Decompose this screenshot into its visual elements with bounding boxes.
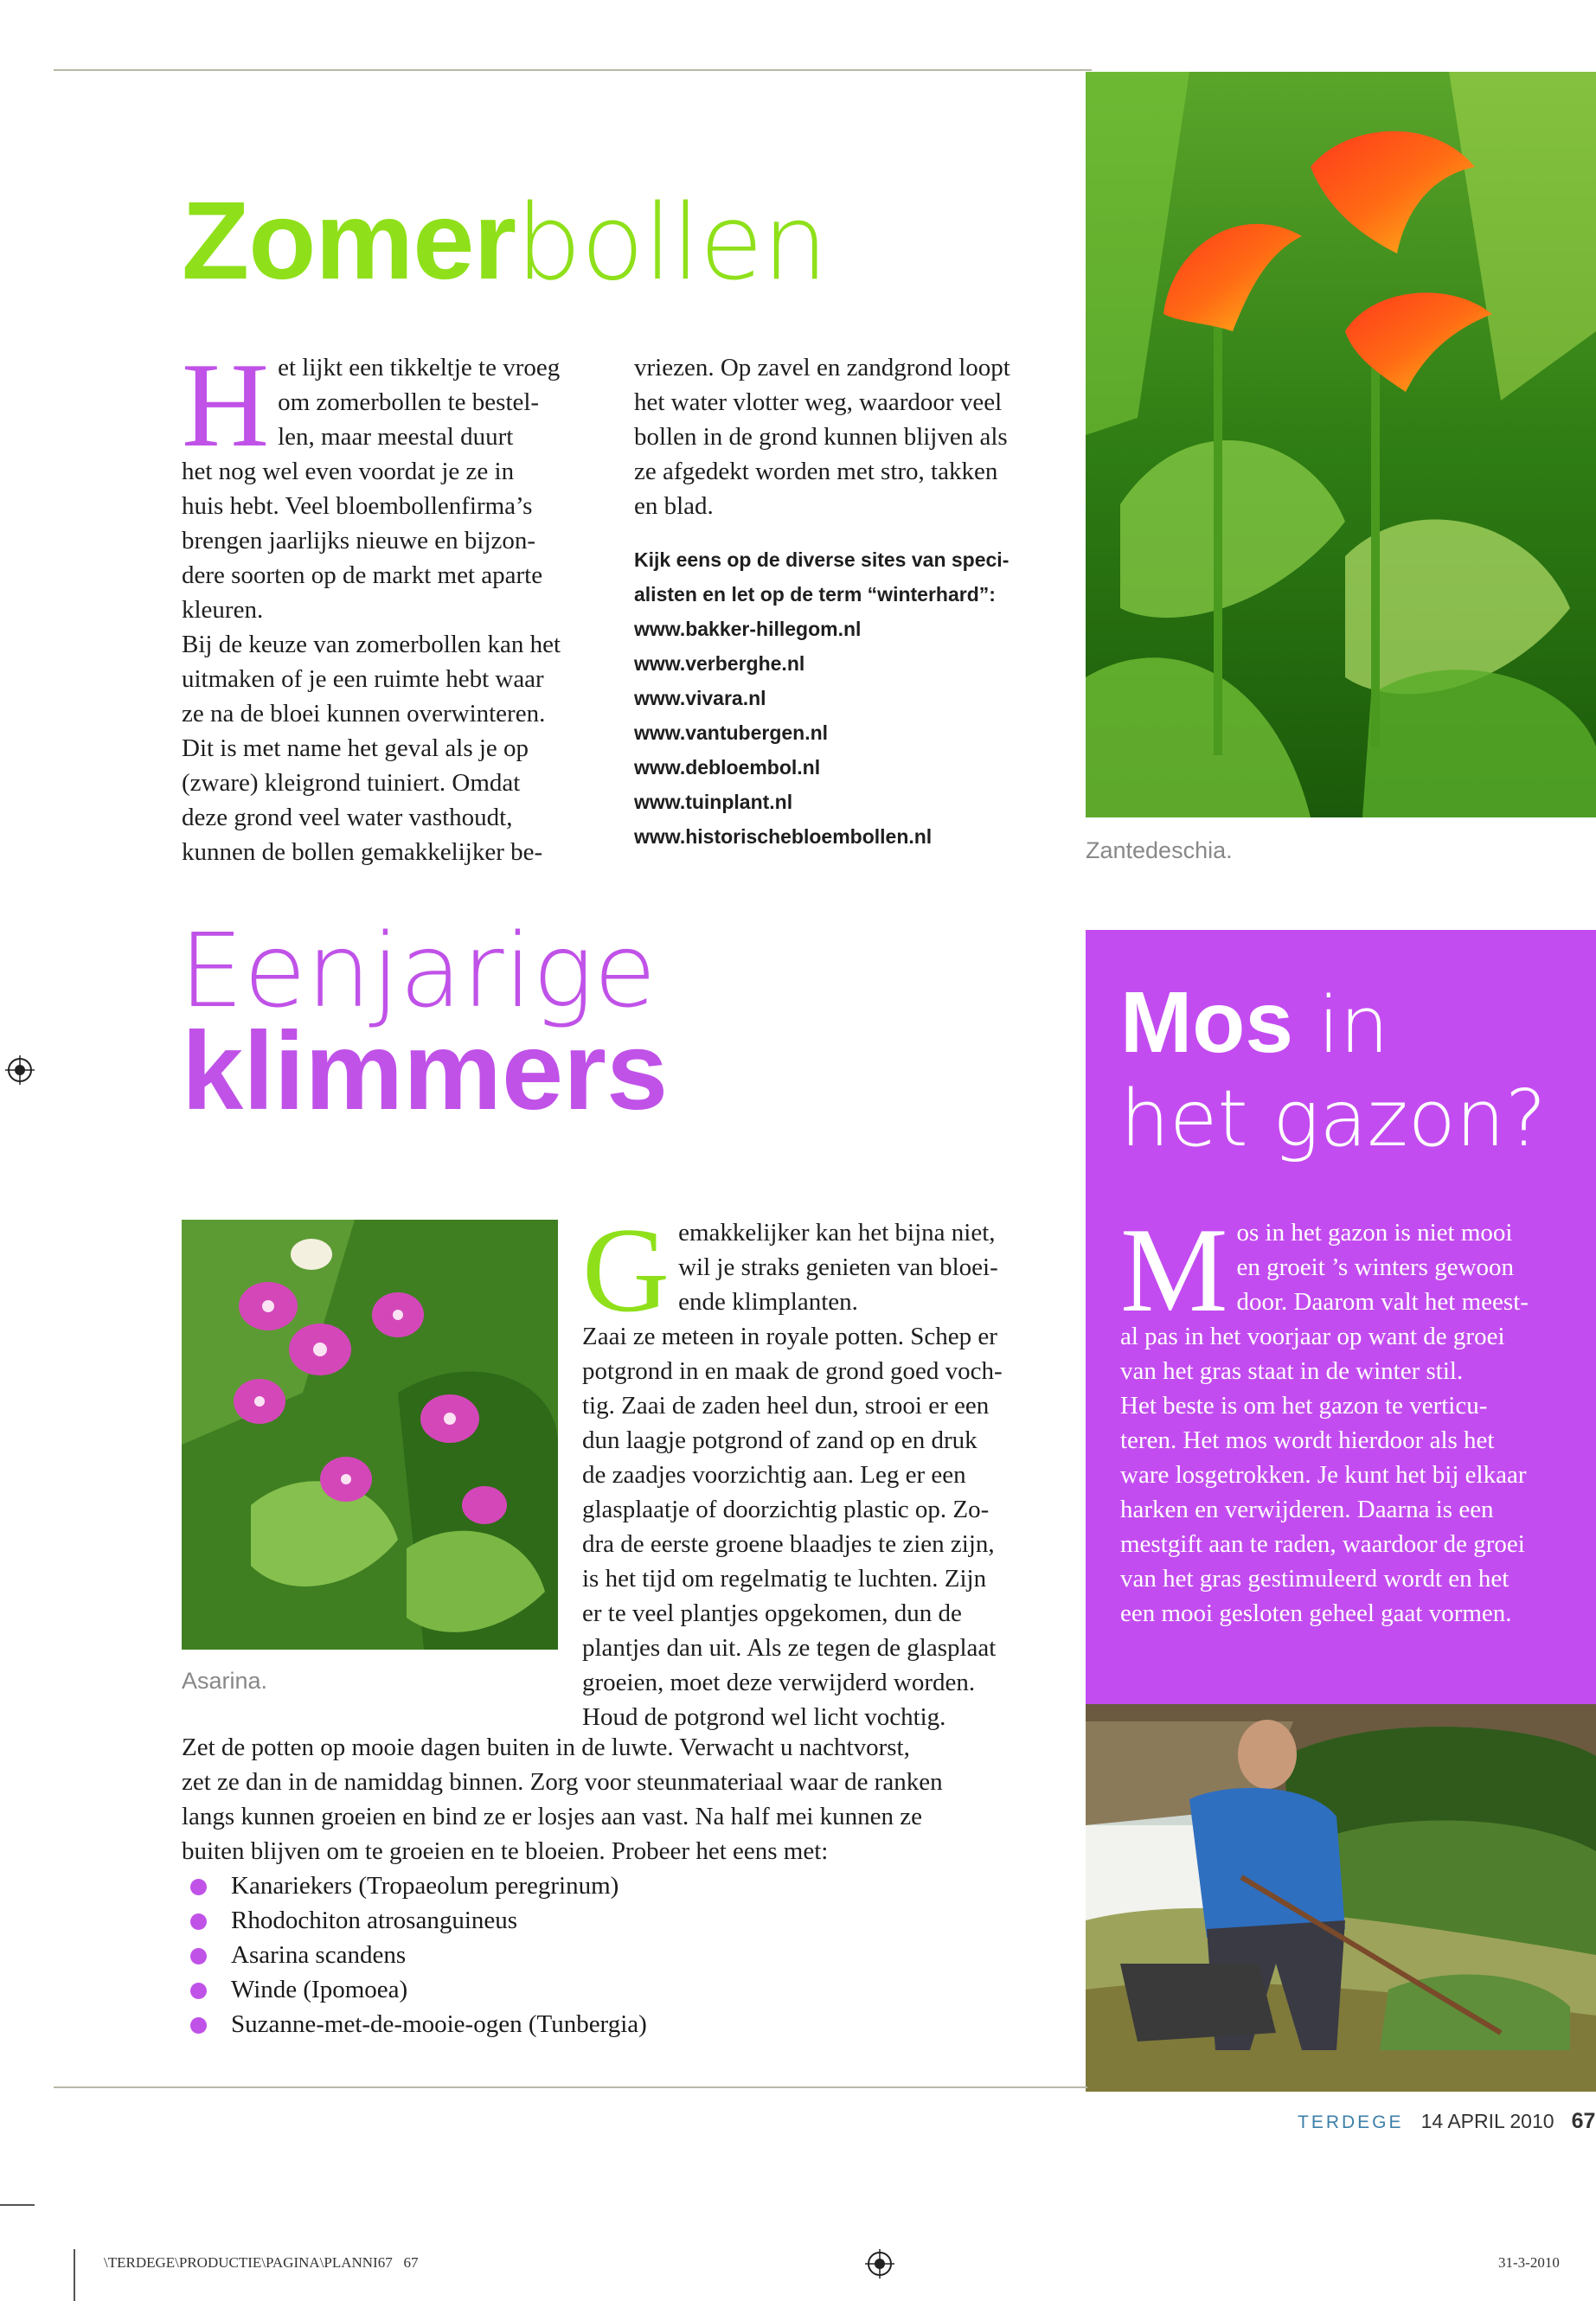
text-line: een mooi gesloten geheel gaat vormen.	[1120, 1599, 1512, 1627]
text-line: het nog wel even voordat je ze in	[182, 458, 515, 485]
text-line: brengen jaarlijks nieuwe en bijzon-	[182, 527, 536, 554]
heading-mos-light-2: het gazon?	[1120, 1074, 1547, 1164]
website-link: www.vivara.nl	[634, 687, 766, 709]
plant-list	[186, 1868, 647, 2041]
list-item-label: Asarina scandens	[231, 1941, 407, 1969]
heading-mos-bold: Mos	[1120, 974, 1293, 1071]
text-line: glasplaatje of doorzichtig plastic op. Zo-	[582, 1496, 990, 1523]
links-intro-line: Kijk eens op de diverse sites van speci-	[634, 548, 1010, 571]
registration-mark-icon	[5, 1055, 35, 1089]
klimmers-wide	[182, 1730, 1090, 1868]
dropcap-m: M	[1120, 1203, 1228, 1337]
text-line: de zaadjes voorzichtig aan. Leg er een	[582, 1461, 966, 1489]
page-footer	[1298, 2109, 1595, 2134]
print-date: 31-3-2010	[1498, 2254, 1560, 2271]
zantedeschia-caption: Zantedeschia.	[1086, 837, 1233, 863]
text-line: plantjes dan uit. Als ze tegen de glasplaat	[582, 1634, 997, 1662]
links-list	[634, 612, 1067, 854]
text-line: harken en verwijderen. Daarna is een	[1120, 1496, 1494, 1523]
list-item-label: Suzanne-met-de-mooie-ogen (Tunbergia)	[231, 2010, 647, 2038]
text-line: en blad.	[634, 492, 714, 520]
website-link: www.verberghe.nl	[634, 652, 805, 675]
text-line: ze afgedekt worden met stro, takken	[634, 458, 998, 485]
mos-text	[1120, 1203, 1579, 1631]
heading-mos	[1120, 974, 1547, 1164]
text-line: Bij de keuze van zomerbollen kan het	[182, 631, 561, 658]
text-line: Houd de potgrond wel licht vochtig.	[582, 1703, 946, 1731]
text-line: dra de eerste groene blaadjes te zien zijn,	[582, 1530, 995, 1558]
footer-magazine: TERDEGE	[1298, 2112, 1404, 2132]
text-line: Zet de potten op mooie dagen buiten in de luwte. Verwacht u nachtvorst,	[182, 1734, 910, 1761]
text-line: ware losgetrokken. Je kunt het bij elkaar	[1120, 1461, 1527, 1489]
klimmers-column	[582, 1203, 1067, 1734]
zomerbollen-column-2	[634, 350, 1067, 854]
list-item	[186, 1972, 647, 2007]
text-line: bollen in de grond kunnen blijven als	[634, 423, 1008, 451]
text-line: al pas in het voorjaar op want de groei	[1120, 1323, 1505, 1350]
text-line: en groeit ’s winters gewoon	[1236, 1253, 1515, 1281]
text-line: huis hebt. Veel bloembollenfirma’s	[182, 492, 533, 520]
text-line: teren. Het mos wordt hierdoor als het	[1120, 1426, 1495, 1454]
heading-mos-light-1: in	[1293, 980, 1389, 1071]
text-line: om zomerbollen te bestel-	[278, 388, 540, 416]
heading-klimmers: klimmers	[182, 1009, 669, 1133]
dropcap-h: H	[182, 338, 270, 472]
text-line: uitmaken of je een ruimte hebt waar	[182, 665, 544, 693]
text-line: zet ze dan in de namiddag binnen. Zorg voor steunmateriaal waar de ranken	[182, 1768, 943, 1796]
text-line: kleuren.	[182, 596, 264, 624]
text-line: dere soorten op de markt met aparte	[182, 561, 543, 589]
text-line: et lijkt een tikkeltje te vroeg	[278, 354, 561, 381]
heading-eenjarige: Eenjarige	[179, 911, 657, 1030]
text-line: deze grond veel water vasthoudt,	[182, 804, 513, 831]
crop-mark-left	[0, 2204, 35, 2206]
website-link: www.debloembol.nl	[634, 756, 821, 779]
text-line: langs kunnen groeien en bind ze er losjes aan vast. Na half mei kunnen ze	[182, 1803, 923, 1830]
text-line: dun laagje potgrond of zand op en druk	[582, 1426, 977, 1454]
text-line: het water vlotter weg, waardoor veel	[634, 388, 1003, 416]
asarina-photo	[182, 1220, 558, 1650]
bullet-icon	[190, 1913, 207, 1930]
crop-mark-bottom	[74, 2249, 75, 2301]
text-line: mestgift aan te raden, waardoor de groei	[1120, 1530, 1525, 1558]
list-item	[186, 1903, 647, 1938]
text-line: groeien, moet deze verwijderd worden.	[582, 1669, 976, 1696]
website-link: www.tuinplant.nl	[634, 791, 793, 813]
text-line: door. Daarom valt het meest-	[1236, 1288, 1529, 1316]
top-rule	[54, 69, 1092, 71]
klimmers-wide-lines	[182, 1730, 1090, 1868]
text-line: os in het gazon is niet mooi	[1236, 1219, 1513, 1247]
website-link: www.bakker-hillegom.nl	[634, 618, 862, 640]
heading-zomerbollen	[182, 179, 828, 304]
zomerbollen-col2-text	[634, 350, 1067, 523]
text-line: (zware) kleigrond tuiniert. Omdat	[182, 769, 521, 797]
zomerbollen-column-1	[182, 338, 614, 869]
list-item-label: Winde (Ipomoea)	[231, 1976, 408, 2003]
text-line: er te veel plantjes opgekomen, dun de	[582, 1599, 962, 1627]
footer-page-number: 67	[1571, 2109, 1596, 2133]
list-item	[186, 1938, 647, 1972]
gardener-photo	[1086, 1704, 1596, 2092]
text-line: ende klimplanten.	[678, 1288, 858, 1316]
text-line: Dit is met name het geval als je op	[182, 734, 529, 762]
text-line: Het beste is om het gazon te verticu-	[1120, 1392, 1488, 1420]
text-line: buiten blijven om te groeien en te bloeien. Probeer het eens met:	[182, 1837, 829, 1865]
list-item	[186, 2007, 647, 2041]
text-line: Zaai ze meteen in royale potten. Schep er	[582, 1323, 997, 1350]
website-link: www.historischebloembollen.nl	[634, 825, 933, 848]
slug-line: \TERDEGE\PRODUCTIE\PAGINA\PLANNI67 67	[104, 2254, 419, 2271]
list-item	[186, 1868, 647, 1903]
heading-zomerbollen-bold: Zomer	[182, 179, 516, 303]
links-intro-line: alisten en let op de term “winterhard”:	[634, 583, 996, 606]
registration-mark-bottom-icon	[865, 2249, 894, 2283]
text-line: is het tijd om regelmatig te luchten. Zijn	[582, 1565, 987, 1593]
text-line: len, maar meestal duurt	[278, 423, 514, 451]
asarina-caption: Asarina.	[182, 1668, 268, 1694]
website-link: www.vantubergen.nl	[634, 721, 829, 744]
bullet-icon	[190, 1948, 207, 1965]
text-line: potgrond in en maak de grond goed voch-	[582, 1357, 1003, 1385]
text-line: van het gras staat in de winter stil.	[1120, 1357, 1464, 1385]
links-block	[634, 542, 1067, 854]
footer-date: 14 APRIL 2010	[1420, 2110, 1554, 2132]
list-item-label: Rhodochiton atrosanguineus	[231, 1907, 518, 1934]
list-item-label: Kanariekers (Tropaeolum peregrinum)	[231, 1872, 619, 1900]
heading-zomerbollen-light: bollen	[516, 183, 828, 304]
text-line: van het gras gestimuleerd wordt en het	[1120, 1565, 1509, 1593]
text-line: tig. Zaai de zaden heel dun, strooi er een	[582, 1392, 990, 1420]
dropcap-g: G	[582, 1203, 670, 1337]
text-line: vriezen. Op zavel en zandgrond loopt	[634, 354, 1010, 381]
bullet-icon	[190, 2017, 207, 2034]
bottom-rule	[54, 2086, 1087, 2088]
text-line: kunnen de bollen gemakkelijker be-	[182, 838, 543, 866]
zantedeschia-photo	[1086, 72, 1596, 817]
text-line: ze na de bloei kunnen overwinteren.	[182, 700, 546, 727]
text-line: wil je straks genieten van bloei-	[678, 1253, 998, 1281]
text-line: emakkelijker kan het bijna niet,	[678, 1219, 996, 1247]
links-intro	[634, 542, 1067, 612]
bullet-icon	[190, 1879, 207, 1895]
bullet-icon	[190, 1983, 207, 1999]
